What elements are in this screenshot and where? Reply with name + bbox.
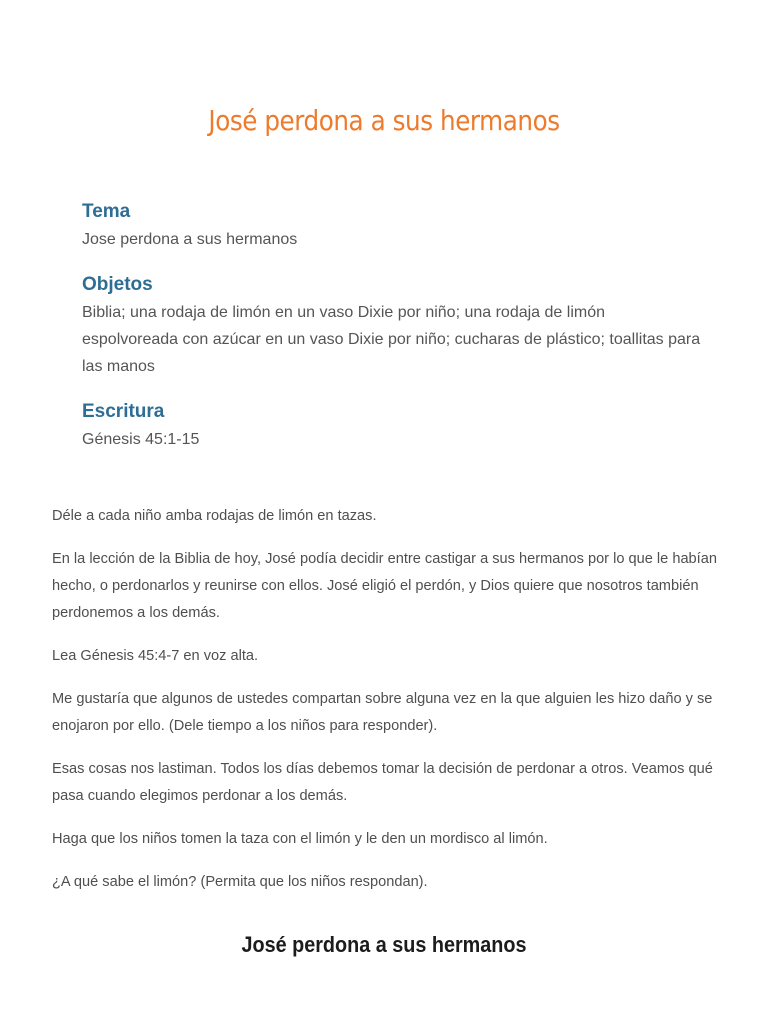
- lesson-paragraph: En la lección de la Biblia de hoy, José podía decidir entre castigar a sus hermanos por lo que le habían hecho, o perdonarlos y reunirse con ellos. José eligió el perdón, y Dios quiere que nosotros también perdonemos a los demás.: [52, 551, 717, 621]
- lesson-paragraph: Esas cosas nos lastiman. Todos los días debemos tomar la decisión de perdonar a otros. Veamos qué pasa cuando elegimos perdonar a los demás.: [52, 761, 713, 804]
- section-tema: [82, 198, 702, 253]
- section-body-tema: Jose perdona a sus hermanos: [82, 231, 298, 248]
- lesson-paragraph: Déle a cada niño amba rodajas de limón en tazas.: [52, 508, 377, 524]
- page-title: José perdona a sus hermanos: [208, 104, 560, 137]
- section-escritura: [82, 398, 702, 453]
- lesson-paragraph: ¿A qué sabe el limón? (Permita que los niños respondan).: [52, 874, 428, 890]
- section-body-escritura: Génesis 45:1-15: [82, 431, 200, 448]
- next-section-title: José perdona a sus hermanos: [241, 932, 527, 957]
- section-objetos: [82, 271, 702, 380]
- lesson-body: [52, 503, 732, 912]
- section-body-objetos: Biblia; una rodaja de limón en un vaso Dixie por niño; una rodaja de limón espolvoreada con azúcar en un vaso Dixie por niño; cucharas de plástico; toallitas para las manos: [82, 304, 701, 375]
- lesson-paragraph: Lea Génesis 45:4-7 en voz alta.: [52, 648, 259, 664]
- lesson-paragraph: Haga que los niños tomen la taza con el limón y le den un mordisco al limón.: [52, 831, 548, 847]
- section-heading-tema: Tema: [82, 201, 131, 222]
- section-heading-objetos: Objetos: [82, 274, 153, 295]
- lesson-info: [82, 198, 702, 471]
- section-heading-escritura: Escritura: [82, 401, 165, 422]
- lesson-paragraph: Me gustaría que algunos de ustedes compartan sobre alguna vez en la que alguien les hizo daño y se enojaron por ello. (Dele tiempo a los niños para responder).: [52, 691, 713, 734]
